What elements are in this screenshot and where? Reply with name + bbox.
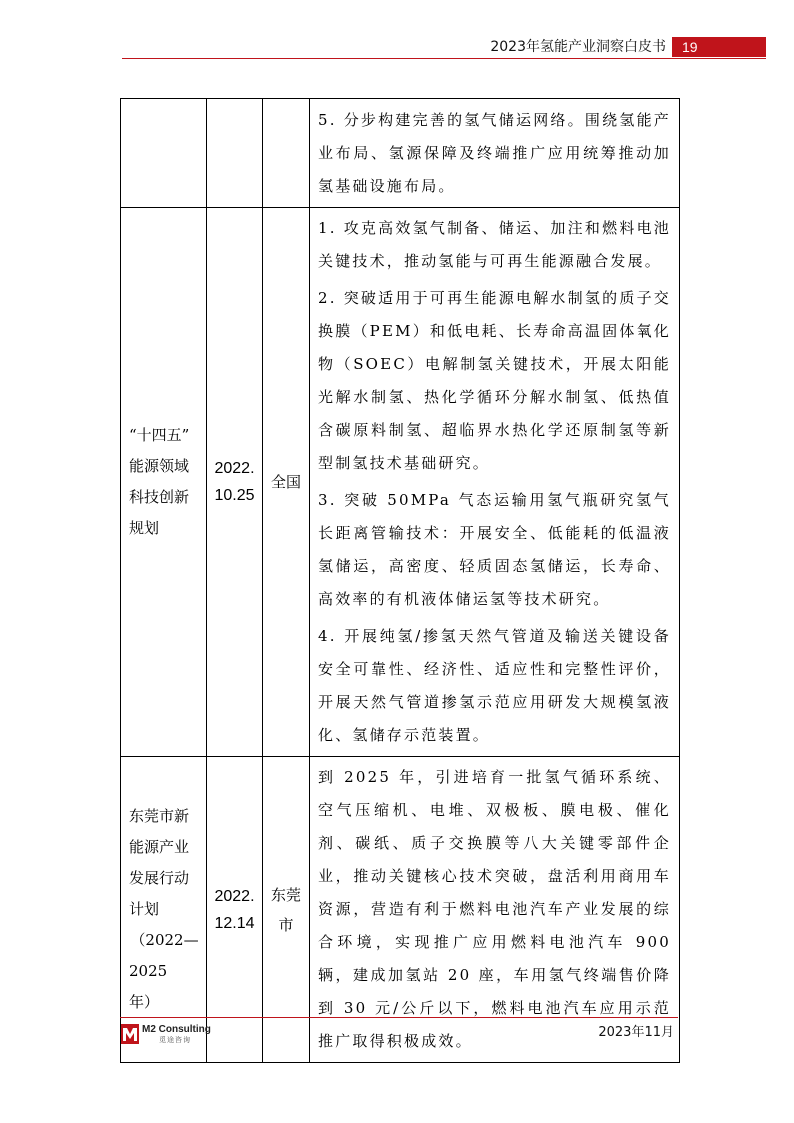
header-divider bbox=[122, 58, 766, 59]
logo-text: M2 Consulting bbox=[142, 1024, 211, 1035]
date-line: 12.14 bbox=[214, 914, 255, 932]
policy-name-line: 能源产业 bbox=[129, 838, 190, 856]
policy-name-line: 东莞市新 bbox=[129, 807, 190, 825]
policy-name-line: “十四五” bbox=[129, 426, 190, 444]
footer-date: 2023年11月 bbox=[598, 1025, 674, 1040]
policy-name-line: 发展行动 bbox=[129, 869, 190, 887]
policy-name-line: 能源领域 bbox=[129, 457, 190, 475]
policy-region-cell bbox=[263, 99, 310, 208]
date-line: 2022. bbox=[214, 460, 255, 477]
content-paragraph: 到 2025 年，引进培育一批氢气循环系统、空气压缩机、电堆、双极板、膜电极、催化剂、碳纸、质子交换膜等八大关键零部件企业，推动关键核心技术突破，盘活利用商用车资源，营造有利于燃料电池汽车产业发展的综合环境，实现推广应用燃料电池汽车 900 辆，建成加氢站 20 座，车用氢气终端售价降到 30 元/公斤以下，燃料电池汽车应用示范推广取得积极成效。 bbox=[318, 768, 671, 1050]
policy-name-cell bbox=[121, 99, 207, 208]
page-number-badge: 19 bbox=[672, 37, 766, 57]
policy-name-line: 科技创新 bbox=[129, 488, 190, 506]
policy-content-cell bbox=[310, 208, 680, 757]
policy-name-cell bbox=[121, 208, 207, 757]
policy-date-cell bbox=[207, 208, 263, 757]
region-text: 市 bbox=[278, 915, 294, 934]
content-paragraph: 5. 分步构建完善的氢气储运网络。围绕氢能产业布局、氢源保障及终端推广应用统筹推动加氢基础设施布局。 bbox=[318, 110, 671, 195]
content-paragraph: 1. 攻克高效氢气制备、储运、加注和燃料电池关键技术，推动氢能与可再生能源融合发展。 bbox=[318, 219, 671, 270]
policy-name-line: （2022— bbox=[130, 931, 199, 949]
policy-name-line: 2025 bbox=[129, 962, 168, 980]
header-title: 2023年氢能产业洞察白皮书 bbox=[490, 39, 666, 55]
date-line: 10.25 bbox=[214, 487, 255, 504]
policy-name-line: 年） bbox=[129, 993, 160, 1011]
policy-content-cell bbox=[310, 99, 680, 208]
policy-name-line: 规划 bbox=[129, 519, 160, 537]
date-line: 2022. bbox=[214, 887, 255, 905]
footer-divider bbox=[120, 1017, 678, 1018]
region-text: 东莞 bbox=[270, 885, 301, 904]
table-row bbox=[121, 99, 680, 208]
content-paragraph: 2. 突破适用于可再生能源电解水制氢的质子交换膜（PEM）和低电耗、长寿命高温固体氧化物（SOEC）电解制氢关键技术，开展太阳能光解水制氢、热化学循环分解水制氢、低热值含碳原料制氢、超临界水热化学还原制氢等新型制氢技术基础研究。 bbox=[318, 289, 671, 472]
content-paragraph: 4. 开展纯氢/掺氢天然气管道及输送关键设备安全可靠性、经济性、适应性和完整性评价，开展天然气管道掺氢示范应用研发大规模氢液化、氢储存示范装置。 bbox=[318, 627, 671, 744]
region-text: 全国 bbox=[270, 473, 301, 491]
m2-consulting-logo bbox=[121, 1022, 231, 1048]
policy-name-line: 计划 bbox=[129, 900, 160, 918]
policy-date-cell bbox=[207, 99, 263, 208]
m2-logo-icon bbox=[121, 1024, 139, 1044]
policy-region-cell bbox=[263, 208, 310, 757]
table-row bbox=[121, 208, 680, 757]
logo-subtext: 觅途咨询 bbox=[159, 1036, 191, 1044]
policy-table bbox=[120, 98, 680, 1063]
content-paragraph: 3. 突破 50MPa 气态运输用氢气瓶研究氢气长距离管输技术：开展安全、低能耗的低温液氢储运，高密度、轻质固态氢储运，长寿命、高效率的有机液体储运氢等技术研究。 bbox=[318, 491, 671, 608]
